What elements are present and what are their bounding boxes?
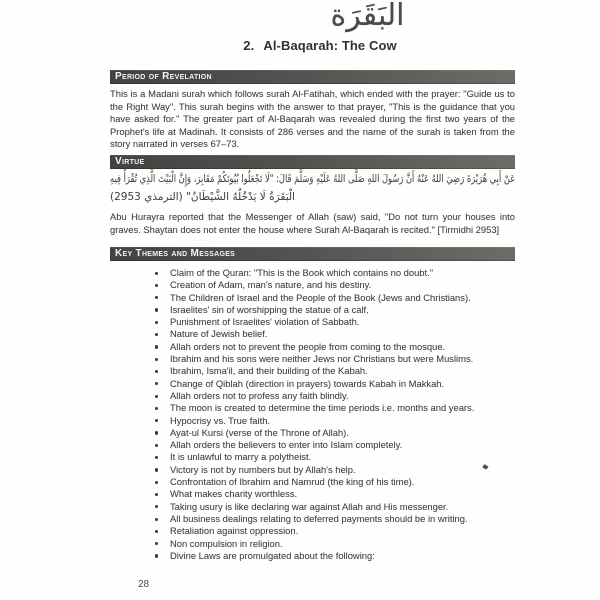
theme-bullet-item: Israelites' sin of worshipping the statue of a calf. xyxy=(151,304,516,316)
theme-bullet-item: What makes charity worthless. xyxy=(151,488,516,500)
theme-bullet-item: The Children of Israel and the People of the Book (Jews and Christians). xyxy=(151,292,516,304)
hadith-arabic-line1: عَنْ أَبِي هُرَيْرَةَ رَضِيَ اللهُ عَنْهُ أَنَّ رَسُولَ اللهِ صَلَّى اللهُ عَلَيْهِ وَسَلَّمَ قَالَ: "لَا تَجْعَلُوا بُيُوتَكُمْ مَقَابِرَ، وَإِنَّ الْبَيْتَ الَّذِي تُقْرَأُ فِيهِ xyxy=(109,173,515,185)
theme-bullet-item: Ayat-ul Kursi (verse of the Throne of Allah). xyxy=(151,427,516,439)
theme-bullet-item: Victory is not by numbers but by Allah's help. xyxy=(151,464,516,476)
period-of-revelation-header-bar: Period of Revelation xyxy=(110,70,515,84)
theme-bullet-item: Nature of Jewish belief. xyxy=(151,328,516,340)
theme-bullet-item: Ibrahim and his sons were neither Jews nor Christians but were Muslims. xyxy=(151,353,516,365)
virtue-header-bar: Virtue xyxy=(110,155,515,169)
hadith-english-paragraph: Abu Hurayra reported that the Messenger of Allah (saw) said, "Do not turn your houses into graves. Shaytan does not enter the house where Surah Al-Baqarah is recited." [Tirmidhi 2953] xyxy=(110,211,515,235)
page-number: 28 xyxy=(138,579,150,590)
hadith-arabic-line2: الْبَقَرَةُ لَا يَدْخُلُهُ الشَّيْطَانُ" (الترمذي 2953) xyxy=(110,191,295,203)
theme-bullet-item: All business dealings relating to deferred payments should be in writing. xyxy=(151,513,516,525)
theme-bullet-item: Allah orders not to profess any faith blindly. xyxy=(151,390,516,402)
surah-arabic-calligraphy-title: البَقَرَة xyxy=(330,0,405,33)
theme-bullet-item: Creation of Adam, man's nature, and his destiny. xyxy=(151,279,516,291)
theme-bullet-item: Non compulsion in religion. xyxy=(151,538,516,550)
theme-bullet-item: Change of Qiblah (direction in prayers) towards Kabah in Makkah. xyxy=(151,378,516,390)
theme-bullet-item: It is unlawful to marry a polytheist. xyxy=(151,451,516,463)
chapter-number: 2. xyxy=(243,38,255,53)
theme-bullet-item: Allah orders not to prevent the people from coming to the mosque. xyxy=(151,341,516,353)
theme-bullet-item: Confrontation of Ibrahim and Namrud (the king of his time). xyxy=(151,476,516,488)
theme-bullet-item: Hypocrisy vs. True faith. xyxy=(151,415,516,427)
theme-bullet-item: Ibrahim, Isma'il, and their building of the Kabah. xyxy=(151,365,516,377)
theme-bullet-item: The moon is created to determine the time periods i.e. months and years. xyxy=(151,402,516,414)
theme-bullet-item: Punishment of Israelites' violation of Sabbath. xyxy=(151,316,516,328)
period-of-revelation-paragraph: This is a Madani surah which follows surah Al-Fatihah, which ended with the prayer: "Guide us to the Right Way". This surah begins with the answer to that prayer, "This is the guidance that you have asked for." The greater part of Al-Baqarah was revealed during the first two years of the Prophet's life at Madinah. It consists of 286 verses and the name of the surah is taken from the story narrated in verses 67–73. xyxy=(110,88,515,149)
hadith-arabic-line1-wrap xyxy=(110,171,515,188)
chapter-name: Al-Baqarah: The Cow xyxy=(263,38,397,53)
theme-bullet-item: Divine Laws are promulgated about the following: xyxy=(151,550,516,562)
theme-bullet-item: Claim of the Quran: "This is the Book which contains no doubt." xyxy=(151,267,516,279)
key-themes-bullet-list xyxy=(151,267,516,562)
chapter-heading xyxy=(105,38,535,53)
theme-bullet-item: Retaliation against oppression. xyxy=(151,525,516,537)
theme-bullet-item: Allah orders the believers to enter into Islam completely. xyxy=(151,439,516,451)
theme-bullet-item: Taking usury is like declaring war against Allah and His messenger. xyxy=(151,501,516,513)
key-themes-header-bar: Key Themes and Messages xyxy=(110,247,515,261)
